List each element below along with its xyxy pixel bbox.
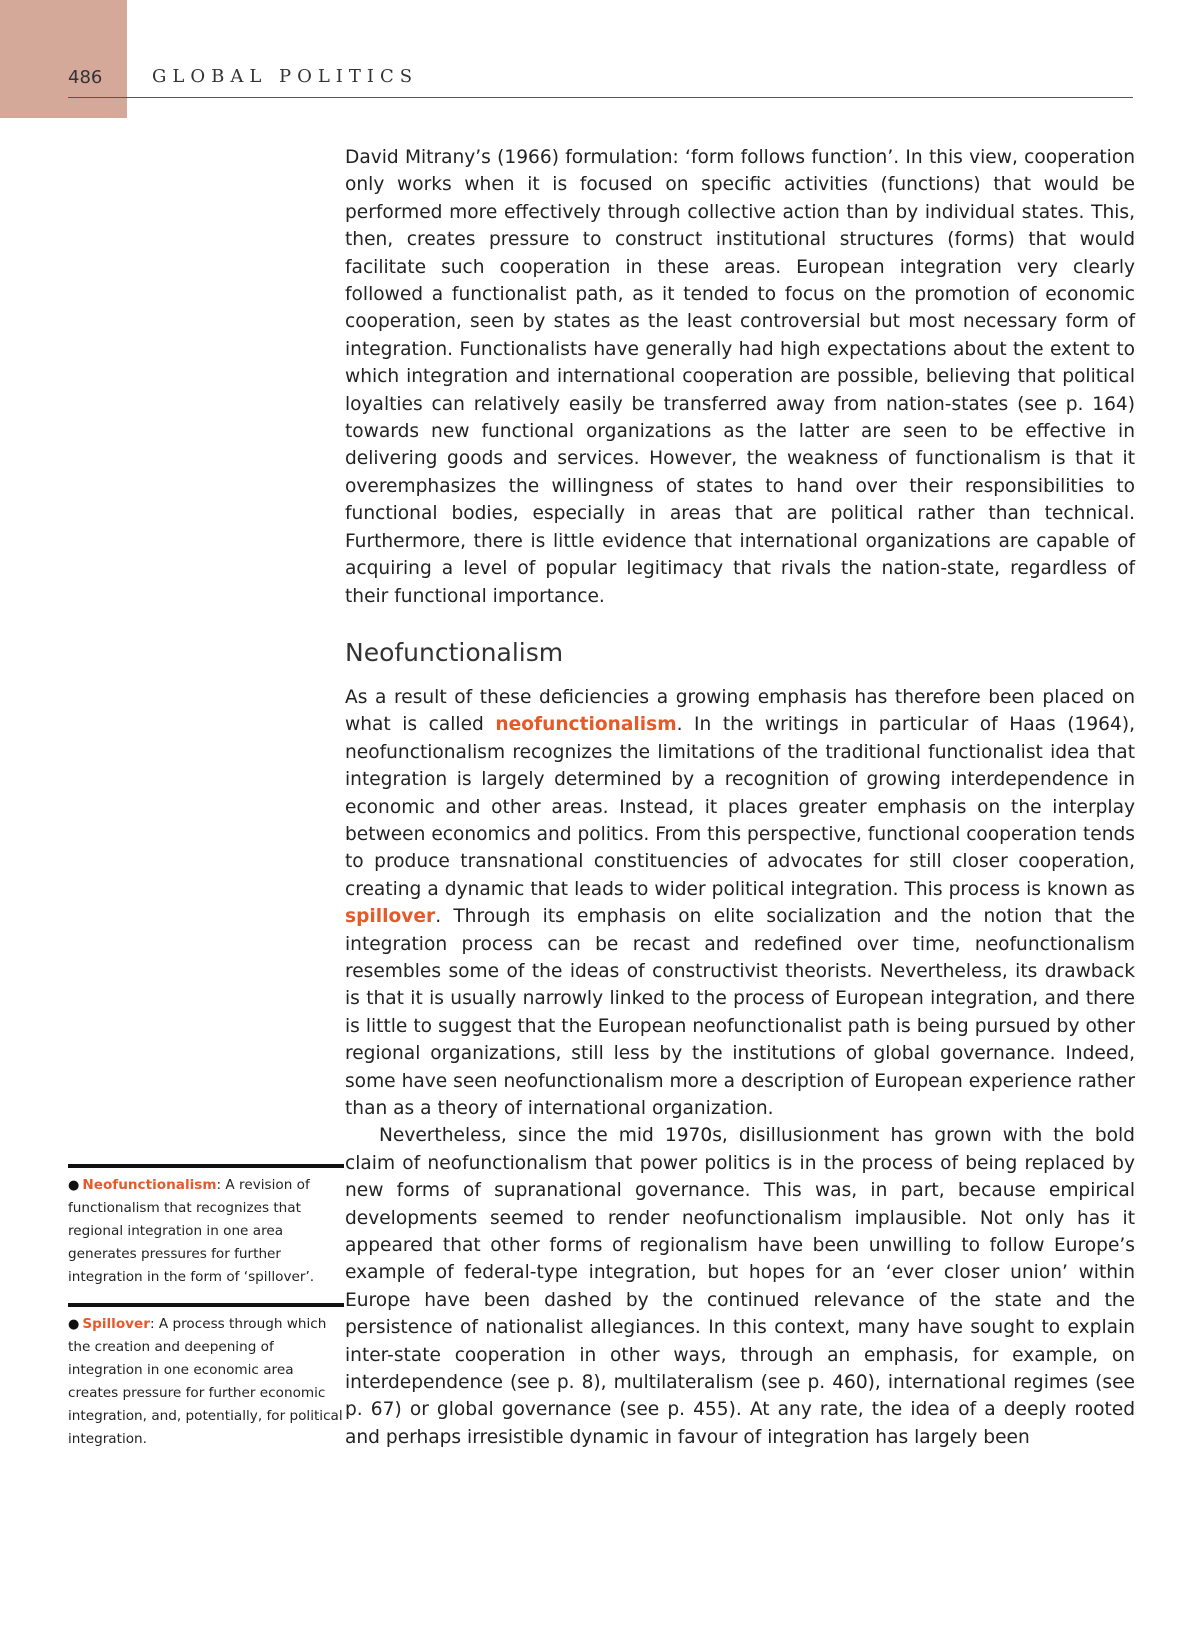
section-heading: Neofunctionalism [345,637,564,667]
paragraph-text: As a result of these deficiencies a growing emphasis has therefore been placed on what is called [345,686,1135,736]
page-number: 486 [68,67,103,88]
key-term-spillover: spillover [345,906,436,928]
paragraph-text: . In the writings in particular of Haas (1964), neofunctionalism recognizes the limitations of the traditional functionalist idea that integration is largely determined by a recognition of growing interdependence in economic and other areas. Instead, it places greater emphasis on the interplay between economics and politics. From this perspective, functional cooperation tends to produce transnational constituencies of advocates for still closer cooperation, creating a dynamic that leads to wider political integration. This process is known as [345,714,1135,900]
main-text-column [345,144,1135,1451]
corner-color-block [0,0,127,118]
bullet-icon: ● [68,1317,80,1332]
margin-notes [68,1164,344,1465]
key-term-neofunctionalism: neofunctionalism [495,714,677,736]
note-definition: : A revision of functionalism that recognizes that regional integration in one area generates pressures for further integration in the form of ‘spillover’. [68,1177,315,1285]
body-paragraph: Nevertheless, since the mid 1970s, disillusionment has grown with the bold claim of neofunctionalism that power politics is in the process of being replaced by new forms of supranational governance. This was, in part, because empirical developments seemed to render neofunctionalism implausible. Not only has it appeared that other forms of regionalism have been unwilling to follow Europe’s example of federal-type integration, but hopes for an ‘ever closer union’ within Europe have been dashed by the continued relevance of the state and the persistence of nationalist allegiances. In this context, many have sought to explain inter-state cooperation in other ways, through an emphasis, for example, on interdependence (see p. 8), multilateralism (see p. 460), international regimes (see p. 67) or global governance (see p. 455). At any rate, the idea of a deeply rooted and perhaps irresistible dynamic in favour of integration has largely been [345,1125,1135,1448]
running-title: GLOBAL POLITICS [152,66,419,87]
paragraph-text: . Through its emphasis on elite socialization and the notion that the integration process can be recast and redefined over time, neofunctionalism resembles some of the ideas of constructivist theorists. Nevertheless, its drawback is that it is usually narrowly linked to the process of European integration, and there is little to suggest that the European neofunctionalist path is being pursued by other regional organizations, still less by the institutions of global governance. Indeed, some have seen neofunctionalism more a description of European experience rather than as a theory of international organization. [345,906,1135,1119]
note-definition: : A process through which the creation and deepening of integration in one economic area creates pressure for further economic integration, and, potentially, for political integration. [68,1316,343,1447]
margin-note-spillover [68,1303,344,1451]
note-term: Spillover [82,1316,150,1332]
body-paragraph [345,684,1135,1123]
margin-note-neofunctionalism [68,1164,344,1289]
header-rule [68,97,1133,98]
bullet-icon: ● [68,1178,80,1193]
body-paragraph: David Mitrany’s (1966) formulation: ‘form follows function’. In this view, cooperation only works when it is focused on specific activities (functions) that would be performed more effectively through collective action than by individual states. This, then, creates pressure to construct institutional structures (forms) that would facilitate such cooperation in these areas. European integration very clearly followed a functionalist path, as it tended to focus on the promotion of economic cooperation, seen by states as the least controversial but most necessary form of integration. Functionalists have generally had high expectations about the extent to which integration and international cooperation are possible, believing that political loyalties can relatively easily be transferred away from nation-states (see p. 164) towards new functional organizations as the latter are seen to be effective in delivering goods and services. However, the weakness of functionalism is that it overemphasizes the willingness of states to hand over their responsibilities to functional bodies, especially in areas that are political rather than technical. Furthermore, there is little evidence that international organizations are capable of acquiring a level of popular legitimacy that rivals the nation-state, regardless of their functional importance. [345,147,1135,607]
note-term: Neofunctionalism [82,1177,217,1193]
